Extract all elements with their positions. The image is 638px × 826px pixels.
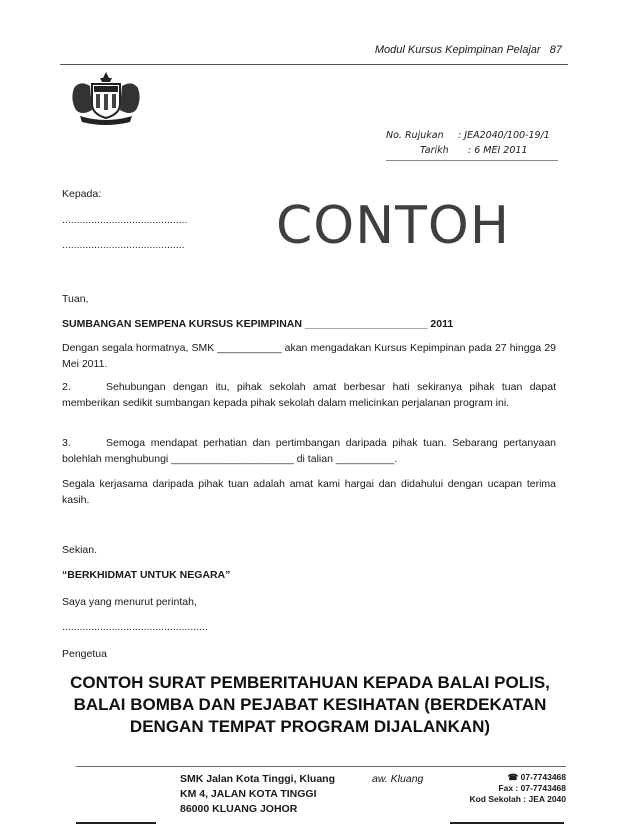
salutation: Tuan, [62, 293, 89, 305]
paragraph-3-number: 3. [62, 437, 71, 449]
paragraph-1: Dengan segala hormatnya, SMK ___________ akan mengadakan Kursus Kepimpinan pada 27 hingga 29 Mei 2011. [62, 342, 556, 370]
footer-accent-right [450, 822, 564, 824]
paragraph-2-number: 2. [62, 381, 71, 393]
footer-contact [469, 772, 566, 805]
footer-address-line-1: SMK Jalan Kota Tinggi, Kluang [180, 773, 335, 785]
running-header [375, 44, 562, 56]
footer-school-code: Kod Sekolah : JEA 2040 [469, 794, 566, 804]
footer-address-line-3: 86000 KLUANG JOHOR [180, 803, 298, 815]
footer-middle-text: aw. Kluang [372, 773, 424, 785]
header-divider [60, 64, 568, 65]
paragraph-2 [62, 379, 556, 411]
footer-phone: ☎ 07-7743468 [507, 772, 566, 782]
closing: Sekian. [62, 544, 98, 556]
section-title: CONTOH SURAT PEMBERITAHUAN KEPADA BALAI POLIS, BALAI BOMBA DAN PEJABAT KESIHATAN (BERDEKATAN DENGAN TEMPAT PROGRAM DIJALANKAN) [70, 673, 550, 736]
footer-accent-left [76, 822, 156, 824]
signature-line: .................................................. [62, 621, 208, 633]
footer-address [180, 772, 335, 817]
header-title: Modul Kursus Kepimpinan Pelajar [374, 44, 541, 56]
reference-date [386, 145, 527, 156]
footer-fax: Fax : 07-7743468 [498, 783, 566, 793]
paragraph-3 [62, 435, 556, 467]
motto: “BERKHIDMAT UNTUK NEGARA” [62, 569, 231, 581]
letter-subject: SUMBANGAN SEMPENA KURSUS KEPIMPINAN _____________________ 2011 [62, 318, 454, 330]
recipient-label: Kepada: [62, 188, 102, 200]
signature-intro: Saya yang menurut perintah, [62, 596, 197, 608]
reference-divider [386, 160, 558, 161]
reference-value: : JEA2040/100-19/1 [458, 130, 550, 141]
coat-of-arms-icon [66, 70, 146, 126]
page-number: 87 [549, 44, 562, 56]
paragraph-3-text: Semoga mendapat perhatian dan pertimbangan daripada pihak tuan. Sebarang pertanyaan bolehlah menghubungi _____________________ di talian __________. [62, 437, 556, 465]
date-label: Tarikh [420, 145, 449, 156]
address-line-2: .......................................... [62, 239, 185, 251]
footer-address-line-2: KM 4, JALAN KOTA TINGGI [180, 788, 317, 800]
paragraph-2-text: Sehubungan dengan itu, pihak sekolah amat berbesar hati sekiranya pihak tuan dapat memberikan sedikit sumbangan kepada pihak sekolah dalam melicinkan perjalanan program ini. [62, 381, 556, 409]
paragraph-4: Segala kerjasama daripada pihak tuan adalah amat kami hargai dan didahului dengan ucapan terima kasih. [62, 478, 556, 506]
watermark-text: CONTOH [276, 196, 510, 256]
reference-number [386, 130, 550, 141]
address-line-1: ........................................... [62, 214, 188, 226]
reference-label: No. Rujukan [386, 130, 444, 141]
date-value: : 6 MEI 2011 [468, 145, 528, 156]
footer-divider [76, 766, 566, 767]
signatory-title: Pengetua [62, 648, 107, 660]
